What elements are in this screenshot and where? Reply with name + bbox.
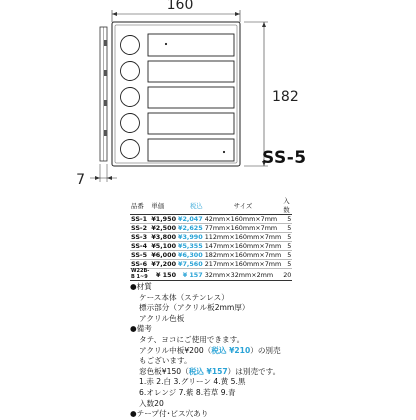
- spec-table-header: [130, 196, 292, 215]
- header-tax: 税込: [177, 196, 204, 215]
- row-tax-price: ¥2,625: [178, 224, 203, 232]
- row-code: SS-5: [130, 251, 150, 260]
- tax-inclusive-price: 税込 ¥210: [211, 345, 251, 355]
- table-row: [130, 224, 292, 233]
- row-tax-price: ¥ 157: [177, 269, 204, 281]
- header-price: 単価: [150, 196, 177, 215]
- header-size: サイズ: [204, 196, 283, 215]
- row-qty: 5: [282, 224, 292, 233]
- row-code: SS-3: [130, 233, 150, 242]
- row-price: ¥3,800: [151, 233, 177, 241]
- table-row: [130, 269, 292, 281]
- model-number: SS-5: [262, 148, 307, 168]
- table-row: [130, 215, 292, 224]
- color-options: 1.赤 2.白 3.グリーン 4.黄 5.黒: [139, 377, 246, 387]
- row-qty: 5: [282, 233, 292, 242]
- row-tax-price: ¥2,047: [178, 215, 203, 223]
- material-line: ケース本体（ステンレス）: [139, 292, 229, 302]
- row-code: W22B-B 1~9: [131, 268, 150, 280]
- remark-text: アクリル中板¥200（: [139, 345, 212, 355]
- feature-line: ●テープ付･ビス穴あり: [130, 409, 209, 419]
- row-price: ¥2,500: [151, 224, 177, 232]
- row-price: ¥6,000: [151, 251, 177, 259]
- row-qty: 5: [282, 251, 292, 260]
- row-size: 77mm×160mm×7mm: [204, 224, 283, 233]
- height-dimension: [244, 22, 268, 166]
- table-row: [130, 251, 292, 260]
- row-tax-price: ¥5,355: [178, 242, 203, 250]
- table-row: [130, 233, 292, 242]
- width-label: 160: [166, 0, 194, 13]
- row-tax-price: ¥3,990: [178, 233, 203, 241]
- row-price: ¥5,100: [151, 242, 177, 250]
- row-size: 147mm×160mm×7mm: [204, 242, 282, 250]
- table-row: [130, 260, 292, 269]
- row-size: 182mm×160mm×7mm: [204, 251, 282, 259]
- row-size: 32mm×32mm×2mm: [204, 269, 283, 281]
- tax-inclusive-price: 税込 ¥157: [188, 366, 228, 376]
- row-size: 42mm×160mm×7mm: [204, 215, 283, 224]
- header-code: 品番: [130, 196, 150, 215]
- row-code: SS-6: [130, 260, 150, 269]
- product-notes: [130, 282, 281, 420]
- row-price: ¥7,200: [151, 260, 177, 268]
- row-qty: 5: [282, 242, 292, 251]
- table-row: [130, 242, 292, 251]
- remarks-heading: ●備考: [130, 324, 152, 334]
- row-code: SS-2: [130, 224, 150, 233]
- row-size: 217mm×160mm×7mm: [204, 260, 282, 268]
- row-price: ¥ 150: [150, 269, 177, 281]
- quantity-line: 入数20: [139, 398, 164, 408]
- row-tax-price: ¥7,560: [178, 260, 203, 268]
- row-qty: 5: [282, 260, 292, 269]
- remark-line: もございます。: [139, 356, 192, 366]
- remark-line: [130, 346, 281, 357]
- spec-table: [130, 196, 292, 281]
- row-size: 112mm×160mm×7mm: [204, 233, 282, 241]
- row-qty: 5: [282, 215, 292, 224]
- remark-text: 窓色板¥150（: [139, 366, 189, 376]
- header-qty: 入数: [282, 196, 292, 215]
- material-line: アクリル色板: [139, 313, 185, 323]
- remark-line: タテ、ヨコにご使用できます。: [139, 334, 245, 344]
- height-label: 182: [272, 89, 299, 105]
- side-profile: [100, 27, 107, 161]
- color-options: 6.オレンジ 7.紫 8.若草 9.青: [139, 387, 236, 397]
- material-heading: ●材質: [130, 282, 152, 291]
- depth-dimension: [90, 164, 117, 182]
- row-code: SS-4: [130, 242, 150, 251]
- row-qty: 20: [283, 270, 292, 279]
- row-tax-price: ¥6,300: [178, 251, 203, 259]
- remark-text: ）の別売: [250, 345, 281, 355]
- row-price: ¥1,950: [151, 215, 177, 223]
- material-line: 標示部分（アクリル板2mm厚）: [139, 303, 250, 313]
- remark-text: ）は別売です。: [227, 366, 281, 376]
- row-code: SS-1: [130, 215, 150, 224]
- depth-label: 7: [76, 172, 85, 188]
- remark-line: [130, 367, 281, 378]
